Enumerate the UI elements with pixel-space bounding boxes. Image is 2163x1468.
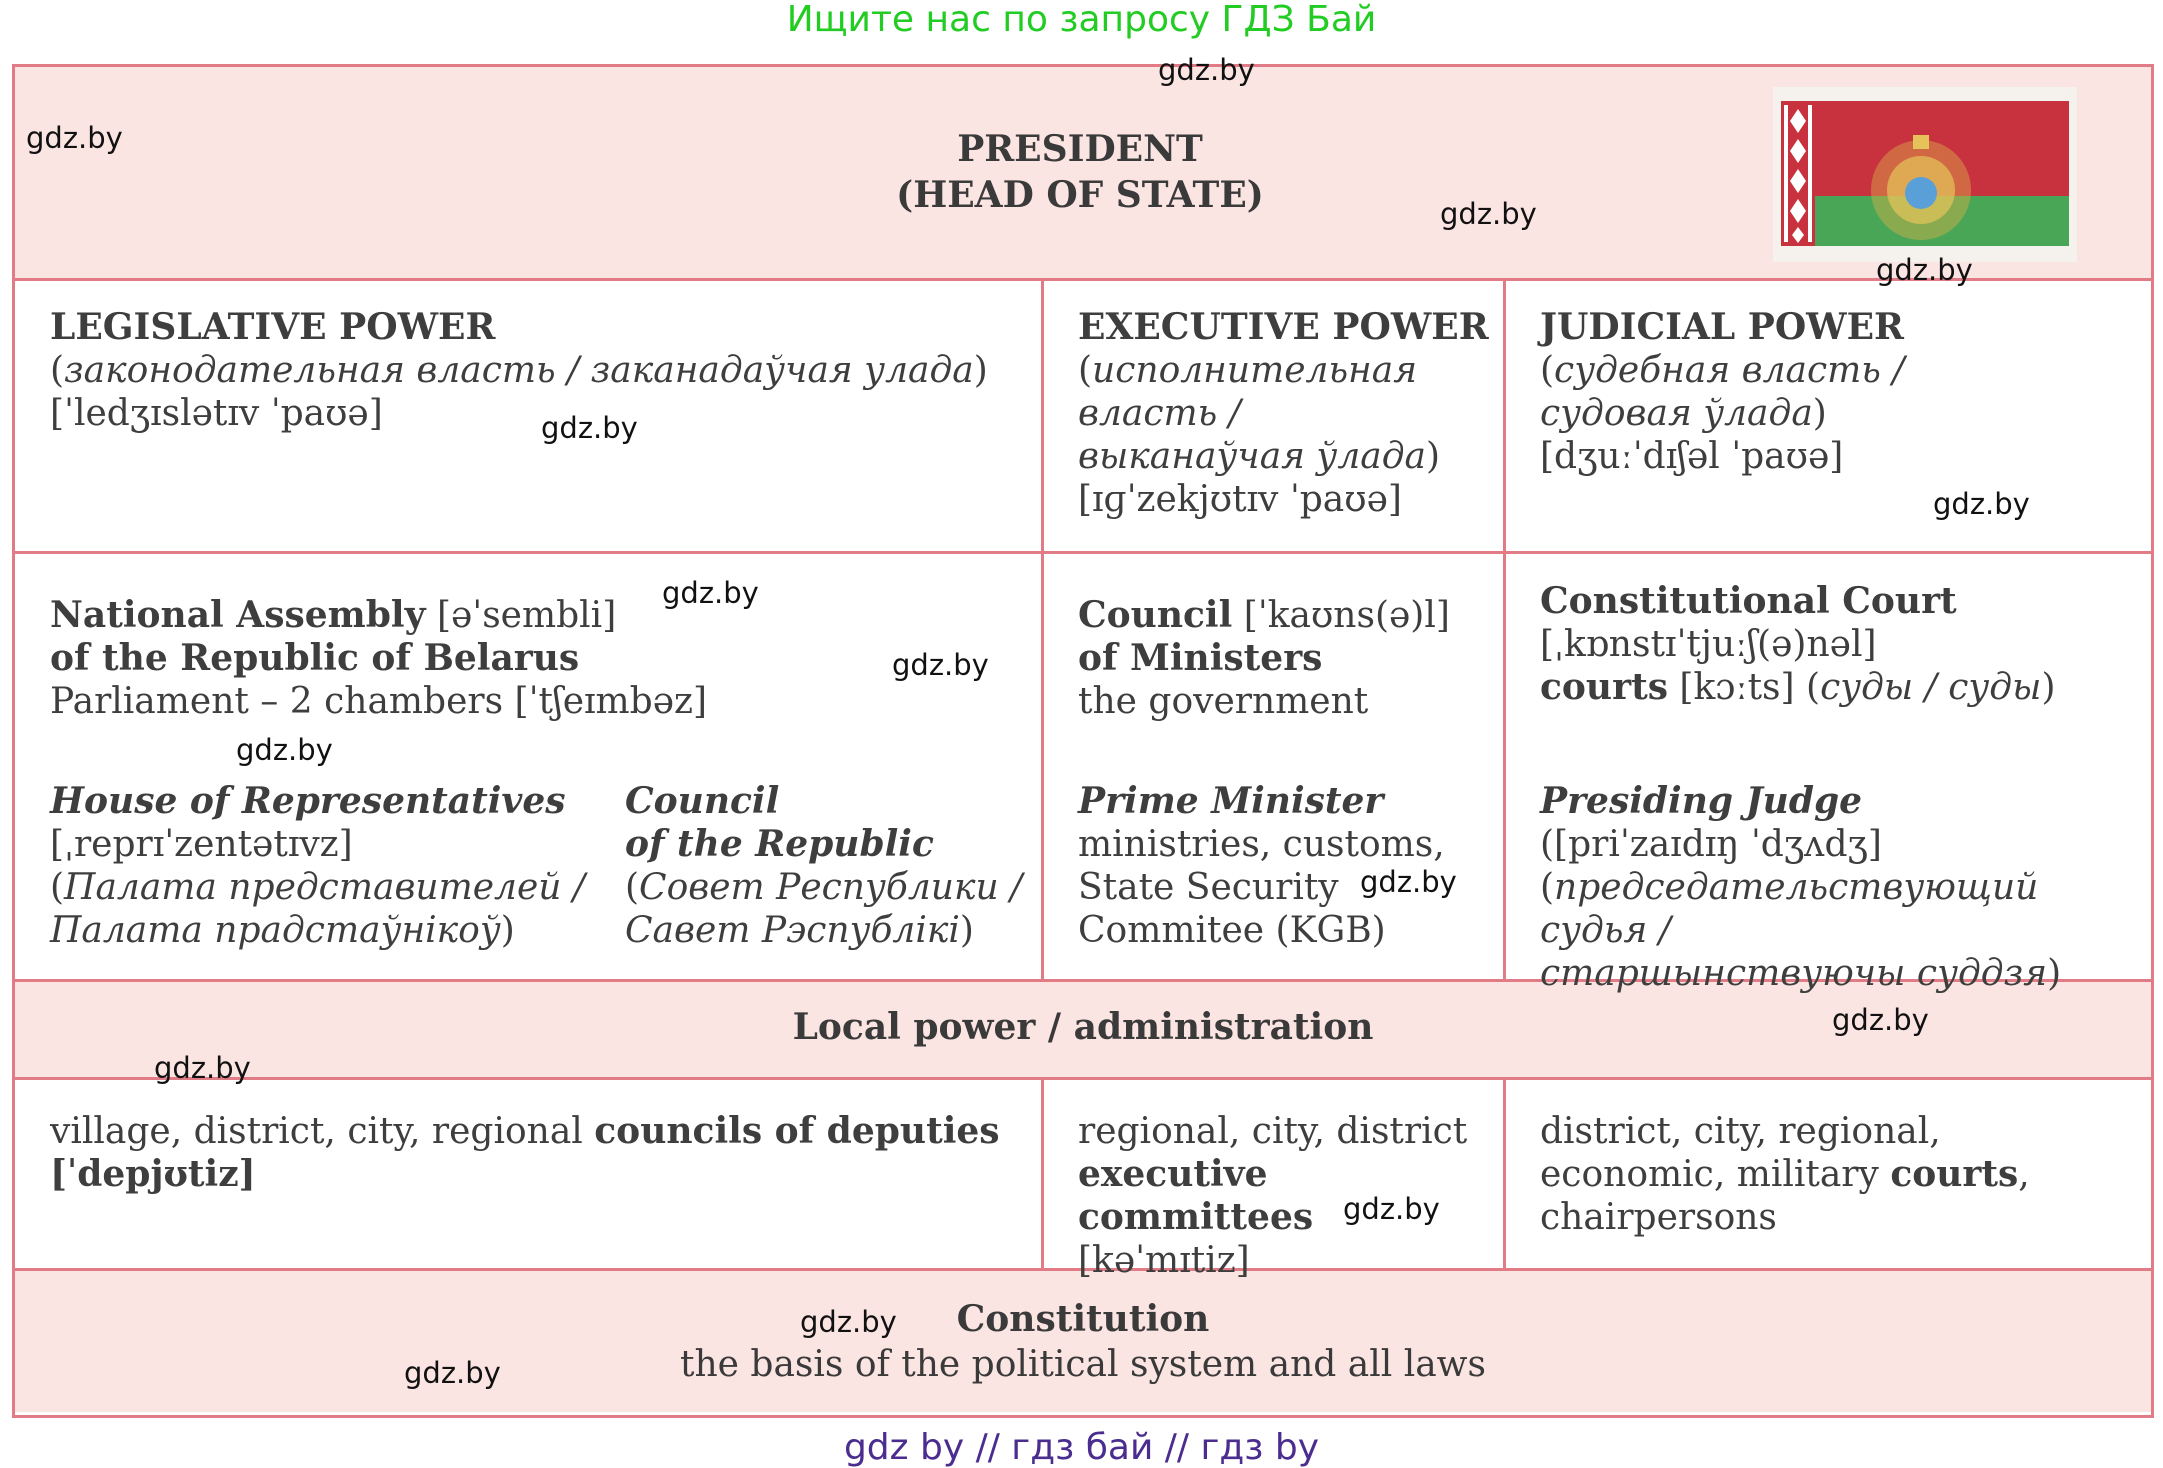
committees-line-2: executive committees: [1078, 1153, 1314, 1238]
national-assembly-republic: of the Republic of Belarus: [50, 637, 580, 679]
divider: [12, 278, 2154, 281]
belarus-flag-icon: [1773, 87, 2077, 262]
executive-translation-2: власть /: [1078, 393, 1241, 434]
national-assembly-line: National Assembly [əˈsembli]: [50, 594, 617, 636]
judge-transcription: ([priˈzaɪdɪŋ ˈdʒʌdʒ]: [1540, 824, 1882, 865]
divider: [12, 551, 2154, 554]
watermark: gdz.by: [892, 648, 989, 682]
committees-line-1: regional, city, district: [1078, 1111, 1468, 1152]
local-power-title: Local power / administration: [792, 1006, 1374, 1048]
watermark: gdz.by: [1360, 865, 1457, 899]
watermark: gdz.by: [1832, 1003, 1929, 1037]
ministers-title-line: Council [ˈkaʊns(ə)l]: [1078, 594, 1450, 636]
judicial-power-cell: [1540, 306, 2140, 478]
judge-translation-ru: (председательствующий судья /: [1540, 867, 2039, 951]
constitutional-court-cell: [1540, 580, 2140, 709]
local-courts-line-1: district, city, regional,: [1540, 1111, 1941, 1152]
legislative-power-cell: [50, 306, 1030, 435]
ministries-line-1: ministries, customs,: [1078, 824, 1445, 865]
president-heading: [780, 126, 1380, 218]
belarus-flag-image: [1773, 87, 2077, 262]
ministers-line-3: the government: [1078, 681, 1369, 722]
judge-translation-by: старшынствуючы суддзя): [1540, 953, 2062, 994]
local-councils-line: village, district, city, regional councils of deputies: [50, 1110, 1000, 1152]
top-banner: Ищите нас по запросу ГДЗ Бай: [786, 0, 1377, 40]
constitution-title: Constitution: [956, 1298, 1210, 1340]
president-title: PRESIDENT: [957, 128, 1203, 170]
president-subtitle: (HEAD OF STATE): [896, 174, 1264, 216]
watermark: gdz.by: [1933, 487, 2030, 521]
watermark: gdz.by: [404, 1356, 501, 1390]
house-of-representatives-cell: [50, 780, 610, 952]
executive-translation-3: выканаўчая ўлада): [1078, 436, 1441, 477]
constitution-subtitle: the basis of the political system and all laws: [680, 1344, 1486, 1385]
watermark: gdz.by: [26, 121, 123, 155]
local-courts-line-3: chairpersons: [1540, 1197, 1777, 1238]
ministers-line-2: of Ministers: [1078, 637, 1323, 679]
watermark: gdz.by: [662, 576, 759, 610]
court-title: Constitutional Court: [1540, 580, 1957, 622]
judge-title: Presiding Judge: [1540, 780, 1863, 822]
house-translation-ru: (Палата представителей /: [50, 867, 586, 908]
constitution-block: [14, 1296, 2152, 1388]
divider: [12, 1077, 2154, 1080]
courts-line: courts [kɔːts] (суды / суды): [1540, 666, 2056, 708]
bottom-banner: gdz by // гдз бай // гдз by: [843, 1427, 1320, 1468]
watermark: gdz.by: [236, 733, 333, 767]
executive-title: EXECUTIVE POWER: [1078, 306, 1489, 348]
legislative-translation: (законодательная власть / заканадаўчая улада): [50, 350, 988, 391]
council-translation-ru: (Совет Республики /: [625, 867, 1023, 908]
column-divider: [1041, 279, 1044, 981]
watermark: gdz.by: [1343, 1192, 1440, 1226]
prime-minister-title: Prime Minister: [1078, 780, 1384, 822]
council-of-republic-cell: [625, 780, 1035, 952]
column-divider: [1503, 1078, 1506, 1270]
council-translation-by: Савет Рэспублікі): [625, 910, 974, 951]
house-transcription: [ˌreprɪˈzentətɪvz]: [50, 824, 353, 865]
watermark: gdz.by: [154, 1051, 251, 1085]
court-transcription: [ˌkɒnstɪˈtjuːʃ(ə)nəl]: [1540, 624, 1877, 665]
watermark: gdz.by: [541, 411, 638, 445]
national-assembly-cell: [50, 594, 1030, 723]
watermark: gdz.by: [1440, 197, 1537, 231]
legislative-title: LEGISLATIVE POWER: [50, 306, 496, 348]
council-title-1: Council: [625, 780, 780, 822]
council-of-ministers-cell: [1078, 594, 1498, 723]
column-divider: [1041, 1078, 1044, 1270]
executive-translation-1: (исполнительная: [1078, 350, 1418, 391]
ministries-line-3: Commitee (KGB): [1078, 910, 1386, 951]
local-councils-cell: [50, 1110, 1030, 1196]
house-translation-by: Палата прадстаўнікоў): [50, 910, 515, 951]
executive-power-cell: [1078, 306, 1498, 521]
judicial-title: JUDICIAL POWER: [1540, 306, 1904, 348]
executive-transcription: [ɪɡˈzekjʊtɪv ˈpaʊə]: [1078, 479, 1402, 520]
local-councils-transcription: [ˈdepjʊtiz]: [50, 1153, 256, 1195]
council-title-2: of the Republic: [625, 823, 934, 865]
ministries-line-2: State Security: [1078, 867, 1339, 908]
parliament-line: Parliament – 2 chambers [ˈtʃeɪmbəz]: [50, 681, 708, 722]
local-courts-cell: [1540, 1110, 2140, 1239]
judicial-translation-2: судовая ўлада): [1540, 393, 1827, 434]
local-courts-line-2: economic, military courts,: [1540, 1153, 2030, 1195]
watermark: gdz.by: [1876, 253, 1973, 287]
presiding-judge-cell: [1540, 780, 2140, 995]
watermark: gdz.by: [800, 1305, 897, 1339]
judicial-translation-1: (судебная власть /: [1540, 350, 1905, 391]
watermark: gdz.by: [1158, 53, 1255, 87]
legislative-transcription: [ˈledʒɪslətɪv ˈpaʊə]: [50, 393, 383, 434]
house-title: House of Representatives: [50, 780, 566, 822]
committees-transcription: [kəˈmɪtiz]: [1078, 1240, 1250, 1281]
judicial-transcription: [dʒuːˈdɪʃəl ˈpaʊə]: [1540, 436, 1844, 477]
column-divider: [1503, 279, 1506, 981]
